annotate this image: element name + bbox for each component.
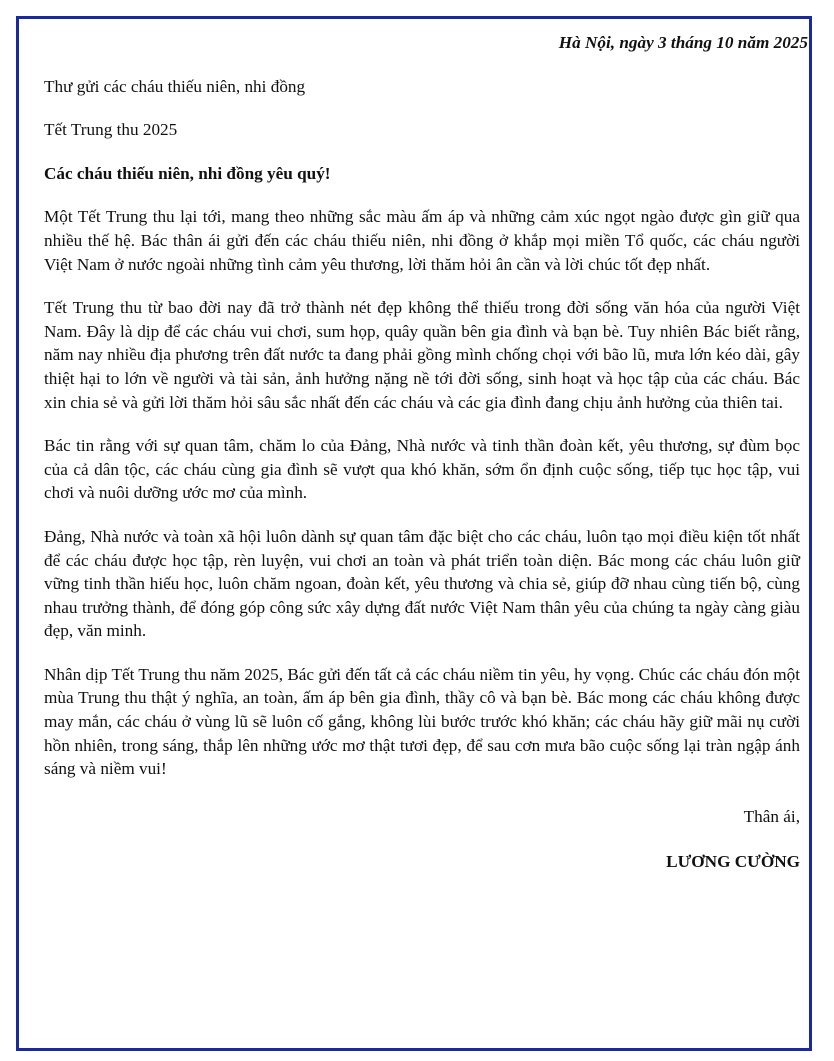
occasion-line: Tết Trung thu 2025 bbox=[44, 120, 178, 140]
paragraph-4: Đảng, Nhà nước và toàn xã hội luôn dành sự quan tâm đặc biệt cho các cháu, luôn tạo mọi điều kiện tốt nhất để các cháu được học tập, rèn luyện, vui chơi an toàn và phát triển toàn diện. Bác mong các cháu luôn giữ vững tinh thần hiếu học, luôn chăm ngoan, đoàn kết, yêu thương và chia sẻ, giúp đỡ nhau cùng tiến bộ, cùng nhau trưởng thành, để đóng góp công sức xây dựng đất nước Việt Nam thân yêu của chúng ta ngày càng giàu đẹp, văn minh. bbox=[44, 526, 800, 641]
paragraph-3: Bác tin rằng với sự quan tâm, chăm lo của Đảng, Nhà nước và tinh thần đoàn kết, yêu thương, sự đùm bọc của cả dân tộc, các cháu cùng gia đình sẽ vượt qua khó khăn, sớm ổn định cuộc sống, tiếp tục học tập, vui chơi và nuôi dưỡng ước mơ của mình. bbox=[44, 436, 800, 503]
paragraph-5: Nhân dịp Tết Trung thu năm 2025, Bác gửi đến tất cả các cháu niềm tin yêu, hy vọng. Chúc các cháu đón một mùa Trung thu thật ý nghĩa, an toàn, ấm áp bên gia đình, thầy cô và bạn bè. Bác mong các cháu không được may mắn, các cháu ở vùng lũ sẽ luôn cố gắng, không lùi bước trước khó khăn; các cháu hãy giữ mãi nụ cười hồn nhiên, trong sáng, thắp lên những ước mơ thật tươi đẹp, để sau cơn mưa bão cuộc sống lại tràn ngập ánh sáng và niềm vui! bbox=[44, 664, 800, 779]
letter-body bbox=[44, 31, 808, 874]
date-line: Hà Nội, ngày 3 tháng 10 năm 2025 bbox=[558, 33, 808, 52]
closing-line: Thân ái, bbox=[743, 806, 800, 826]
greeting: Các cháu thiếu niên, nhi đồng yêu quý! bbox=[44, 163, 331, 183]
paragraph-1: Một Tết Trung thu lại tới, mang theo những sắc màu ấm áp và những cảm xúc ngọt ngào được gìn giữ qua nhiều thế hệ. Bác thân ái gửi đến các cháu thiếu niên, nhi đồng ở khắp mọi miền Tổ quốc, các cháu người Việt Nam ở nước ngoài những tình cảm yêu thương, lời thăm hỏi ân cần và lời chúc tốt đẹp nhất. bbox=[44, 207, 800, 274]
paragraph-2: Tết Trung thu từ bao đời nay đã trở thành nét đẹp không thể thiếu trong đời sống văn hóa của người Việt Nam. Đây là dịp để các cháu vui chơi, sum họp, quây quần bên gia đình và bạn bè. Tuy nhiên Bác biết rằng, năm nay nhiều địa phương trên đất nước ta đang phải gồng mình chống chọi với bão lũ, mưa lớn kéo dài, gây thiệt hại to lớn về người và tài sản, ảnh hưởng nặng nề tới đời sống, sinh hoạt và học tập của các cháu. Bác xin chia sẻ và gửi lời thăm hỏi sâu sắc nhất đến các cháu và các gia đình đang chịu ảnh hưởng của thiên tai. bbox=[44, 298, 800, 412]
signature-name: LƯƠNG CƯỜNG bbox=[666, 852, 800, 872]
letter-frame bbox=[16, 16, 812, 1051]
recipient-line: Thư gửi các cháu thiếu niên, nhi đồng bbox=[44, 76, 306, 96]
